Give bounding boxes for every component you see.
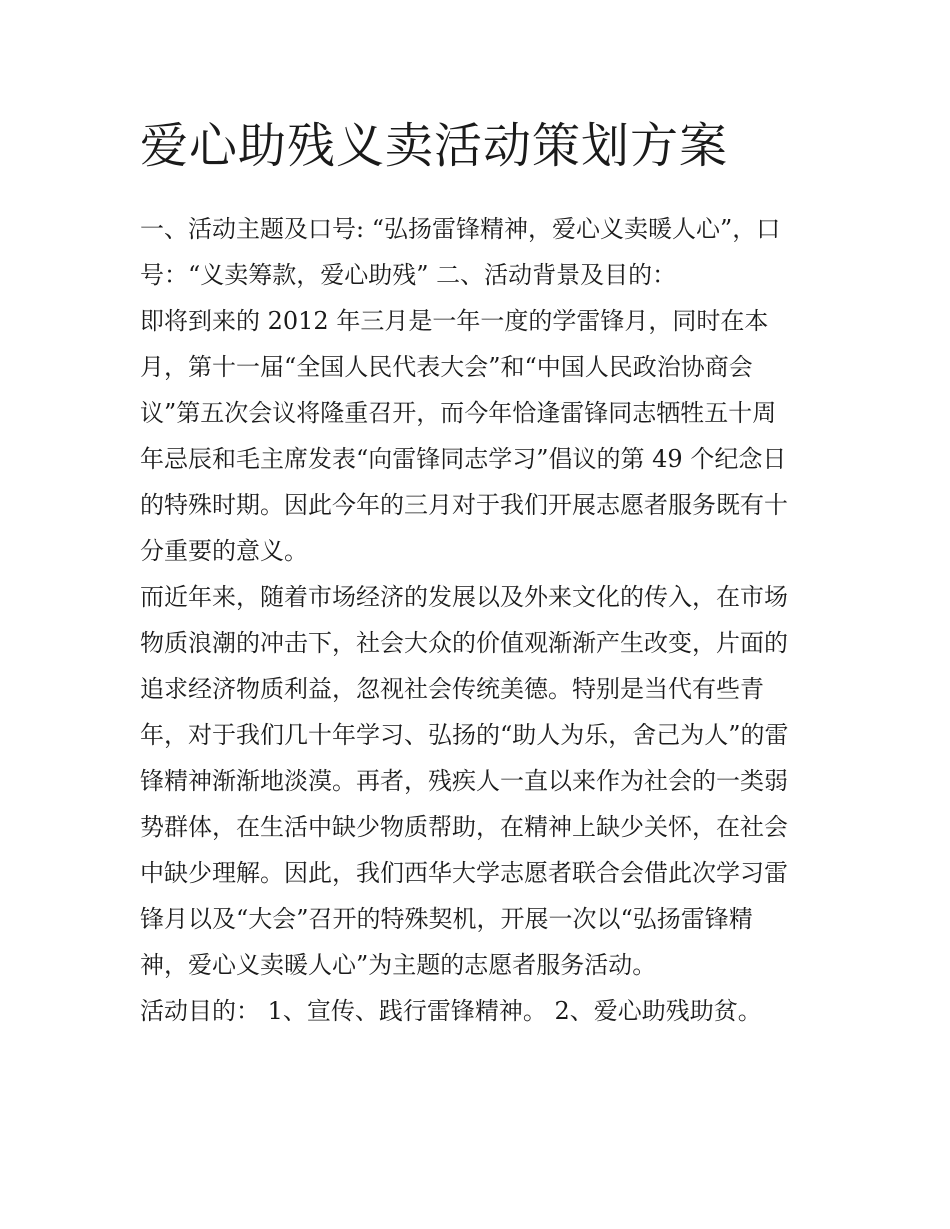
text-line: 物质浪潮的冲击下，社会大众的价值观渐渐产生改变，片面的 (140, 629, 788, 657)
text-line: 月，第十一届“全国人民代表大会”和“中国人民政治协商会 (140, 353, 753, 381)
text-line: 议”第五次会议将隆重召开，而今年恰逢雷锋同志牺牲五十周 (140, 399, 777, 427)
text-line: 追求经济物质利益，忽视社会传统美德。特别是当代有些青 (140, 675, 764, 703)
text-line: 锋月以及“大会”召开的特殊契机，开展一次以“弘扬雷锋精 (140, 905, 753, 933)
text-line: 即将到来的 2012 年三月是一年一度的学雷锋月，同时在本 (140, 307, 769, 335)
text-line: 一、活动主题及口号: “弘扬雷锋精神，爱心义卖暖人心”，口 (140, 215, 781, 243)
text-line: 锋精神渐渐地淡漠。再者，残疾人一直以来作为社会的一类弱 (140, 767, 788, 795)
text-line: 而近年来，随着市场经济的发展以及外来文化的传入，在市场 (140, 583, 788, 611)
text-line: 年，对于我们几十年学习、弘扬的“助人为乐，舍己为人”的雷 (140, 721, 789, 749)
text-line: 号：“义卖筹款，爱心助残” 二、活动背景及目的： (140, 261, 677, 289)
text-line: 的特殊时期。因此今年的三月对于我们开展志愿者服务既有十 (140, 491, 788, 519)
text-line: 活动目的： 1、宣传、践行雷锋精神。 2、爱心助残助贫。 (140, 997, 762, 1025)
document-page (140, 110, 820, 1034)
text-line: 中缺少理解。因此，我们西华大学志愿者联合会借此次学习雷 (140, 859, 788, 887)
text-line: 势群体，在生活中缺少物质帮助，在精神上缺少关怀，在社会 (140, 813, 788, 841)
text-line: 年忌辰和毛主席发表“向雷锋同志学习”倡议的第 49 个纪念日 (140, 445, 787, 473)
document-title: 爱心助残义卖活动策划方案 (140, 118, 729, 174)
text-line: 神，爱心义卖暖人心”为主题的志愿者服务活动。 (140, 951, 657, 979)
document-body (140, 206, 820, 1034)
text-line: 分重要的意义。 (140, 537, 308, 565)
